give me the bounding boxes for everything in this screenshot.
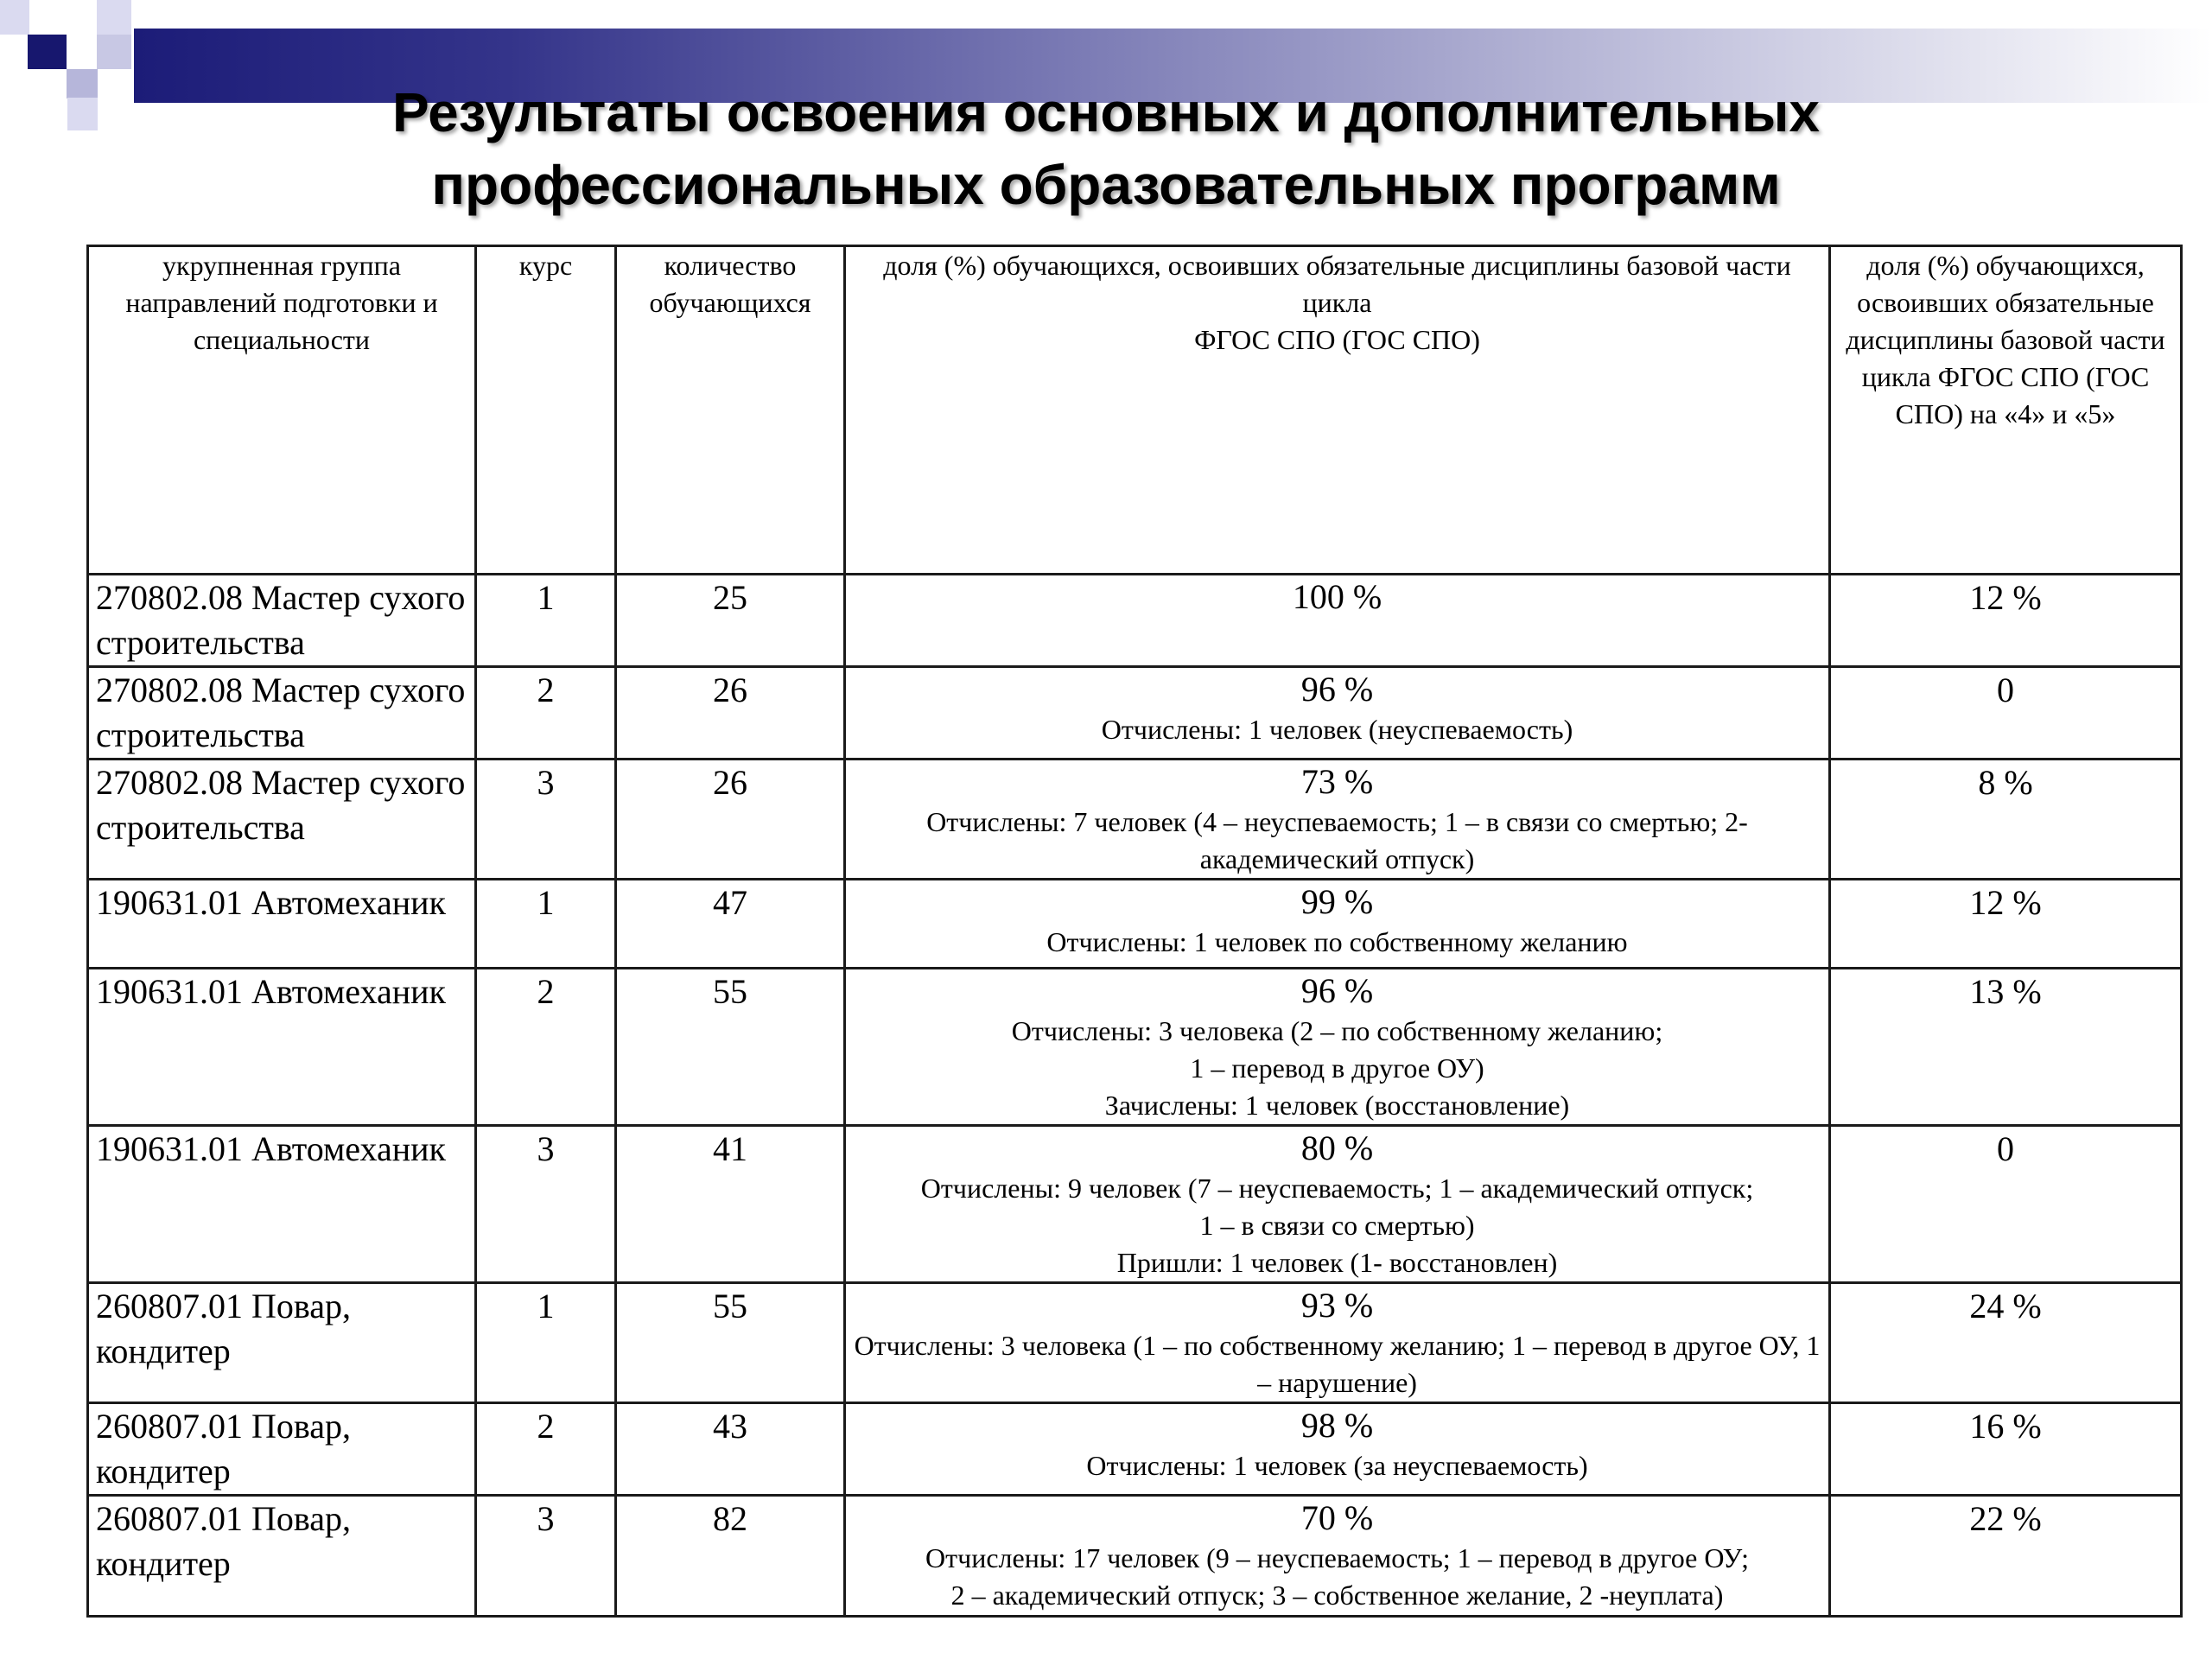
share-note: Отчислены: 9 человек (7 – неуспеваемость; 1 – академический отпуск;	[920, 1173, 1754, 1204]
cell-group: 190631.01 Автомеханик	[88, 1126, 476, 1283]
cell-group: 270802.08 Мастер сухого строительства	[88, 667, 476, 760]
cell-group: 260807.01 Повар, кондитер	[88, 1496, 476, 1617]
header-share-line-2: ФГОС СПО (ГОС СПО)	[1194, 324, 1480, 355]
cell-share	[845, 969, 1830, 1126]
cell-course: 2	[476, 969, 616, 1126]
table-row	[88, 969, 2182, 1126]
cell-share-45: 0	[1830, 1126, 2182, 1283]
results-table	[86, 245, 2183, 1618]
header-share	[845, 246, 1830, 575]
share-note: Отчислены: 3 человека (2 – по собственному желанию;	[1011, 1015, 1663, 1046]
share-note: Отчислены: 1 человек (за неуспеваемость)	[1086, 1450, 1588, 1481]
cell-group: 190631.01 Автомеханик	[88, 969, 476, 1126]
header-share-line-1: доля (%) обучающихся, освоивших обязательные дисциплины базовой части цикла	[883, 250, 1791, 318]
cell-share	[845, 760, 1830, 880]
slide-title-line-1: Результаты освоения основных и дополнительных	[391, 81, 1821, 143]
share-percent: 96 %	[1300, 971, 1374, 1010]
cell-count: 55	[616, 969, 845, 1126]
share-note: 1 – в связи со смертью)	[1199, 1210, 1475, 1241]
table-row	[88, 1403, 2182, 1496]
share-percent: 100 %	[1292, 577, 1382, 616]
cell-group: 270802.08 Мастер сухого строительства	[88, 760, 476, 880]
cell-course: 3	[476, 760, 616, 880]
cell-share-45: 13 %	[1830, 969, 2182, 1126]
decorative-square	[97, 35, 131, 69]
cell-course: 1	[476, 1283, 616, 1403]
cell-count: 41	[616, 1126, 845, 1283]
cell-count: 43	[616, 1403, 845, 1496]
share-note: Отчислены: 1 человек по собственному желанию	[1046, 926, 1628, 957]
cell-share-45: 22 %	[1830, 1496, 2182, 1617]
header-share-45: доля (%) обучающихся, освоивших обязательные дисциплины базовой части цикла ФГОС СПО (ГОС СПО) на «4» и «5»	[1830, 246, 2182, 575]
cell-count: 55	[616, 1283, 845, 1403]
table-row	[88, 575, 2182, 667]
share-note: Отчислены: 17 человек (9 – неуспеваемость; 1 – перевод в другое ОУ;	[925, 1542, 1749, 1573]
cell-course: 1	[476, 880, 616, 969]
cell-count: 25	[616, 575, 845, 667]
share-percent: 93 %	[1300, 1286, 1374, 1325]
decorative-square	[0, 0, 29, 35]
cell-count: 82	[616, 1496, 845, 1617]
cell-group: 260807.01 Повар, кондитер	[88, 1283, 476, 1403]
share-note: Отчислены: 7 человек (4 – неуспеваемость; 1 – в связи со смертью; 2-академический отпуск)	[926, 806, 1748, 874]
cell-share-45: 24 %	[1830, 1283, 2182, 1403]
table-row	[88, 1496, 2182, 1617]
share-note: Отчислены: 1 человек (неуспеваемость)	[1101, 714, 1573, 745]
decorative-square	[28, 35, 67, 69]
table-body	[88, 575, 2182, 1617]
share-percent: 98 %	[1300, 1406, 1374, 1445]
cell-share	[845, 880, 1830, 969]
cell-share-45: 8 %	[1830, 760, 2182, 880]
share-note: 2 – академический отпуск; 3 – собственное желание, 2 -неуплата)	[950, 1580, 1724, 1611]
cell-course: 2	[476, 1403, 616, 1496]
share-percent: 80 %	[1300, 1128, 1374, 1167]
decorative-square	[67, 69, 98, 99]
cell-group: 260807.01 Повар, кондитер	[88, 1403, 476, 1496]
cell-share-45: 12 %	[1830, 880, 2182, 969]
table-row	[88, 880, 2182, 969]
cell-share	[845, 1496, 1830, 1617]
share-note: 1 – перевод в другое ОУ)	[1190, 1052, 1484, 1084]
slide-title-line-2: профессиональных образовательных программ	[431, 154, 1781, 216]
cell-group: 270802.08 Мастер сухого строительства	[88, 575, 476, 667]
cell-course: 3	[476, 1126, 616, 1283]
cell-group: 190631.01 Автомеханик	[88, 880, 476, 969]
cell-share-45: 12 %	[1830, 575, 2182, 667]
cell-course: 2	[476, 667, 616, 760]
table-row	[88, 1126, 2182, 1283]
cell-share	[845, 1283, 1830, 1403]
share-percent: 70 %	[1300, 1498, 1374, 1537]
cell-share-45: 0	[1830, 667, 2182, 760]
cell-share	[845, 575, 1830, 667]
table-row	[88, 667, 2182, 760]
table-header-row	[88, 246, 2182, 575]
cell-count: 26	[616, 667, 845, 760]
share-percent: 99 %	[1300, 882, 1374, 921]
decorative-square	[67, 98, 98, 130]
cell-count: 26	[616, 760, 845, 880]
table-row	[88, 1283, 2182, 1403]
cell-share	[845, 1403, 1830, 1496]
cell-share-45: 16 %	[1830, 1403, 2182, 1496]
header-course: курс	[476, 246, 616, 575]
share-percent: 96 %	[1300, 670, 1374, 709]
header-group: укрупненная группа направлений подготовки и специальности	[88, 246, 476, 575]
share-note: Пришли: 1 человек (1- восстановлен)	[1116, 1247, 1558, 1278]
share-percent: 73 %	[1300, 762, 1374, 801]
share-note: Отчислены: 3 человека (1 – по собственному желанию; 1 – перевод в другое ОУ, 1 – нарушение)	[854, 1330, 1821, 1398]
cell-count: 47	[616, 880, 845, 969]
header-count: количество обучающихся	[616, 246, 845, 575]
decorative-square	[97, 0, 131, 35]
slide-title	[285, 76, 1927, 221]
share-note: Зачислены: 1 человек (восстановление)	[1104, 1090, 1570, 1121]
table-row	[88, 760, 2182, 880]
cell-share	[845, 667, 1830, 760]
cell-course: 3	[476, 1496, 616, 1617]
cell-course: 1	[476, 575, 616, 667]
cell-share	[845, 1126, 1830, 1283]
